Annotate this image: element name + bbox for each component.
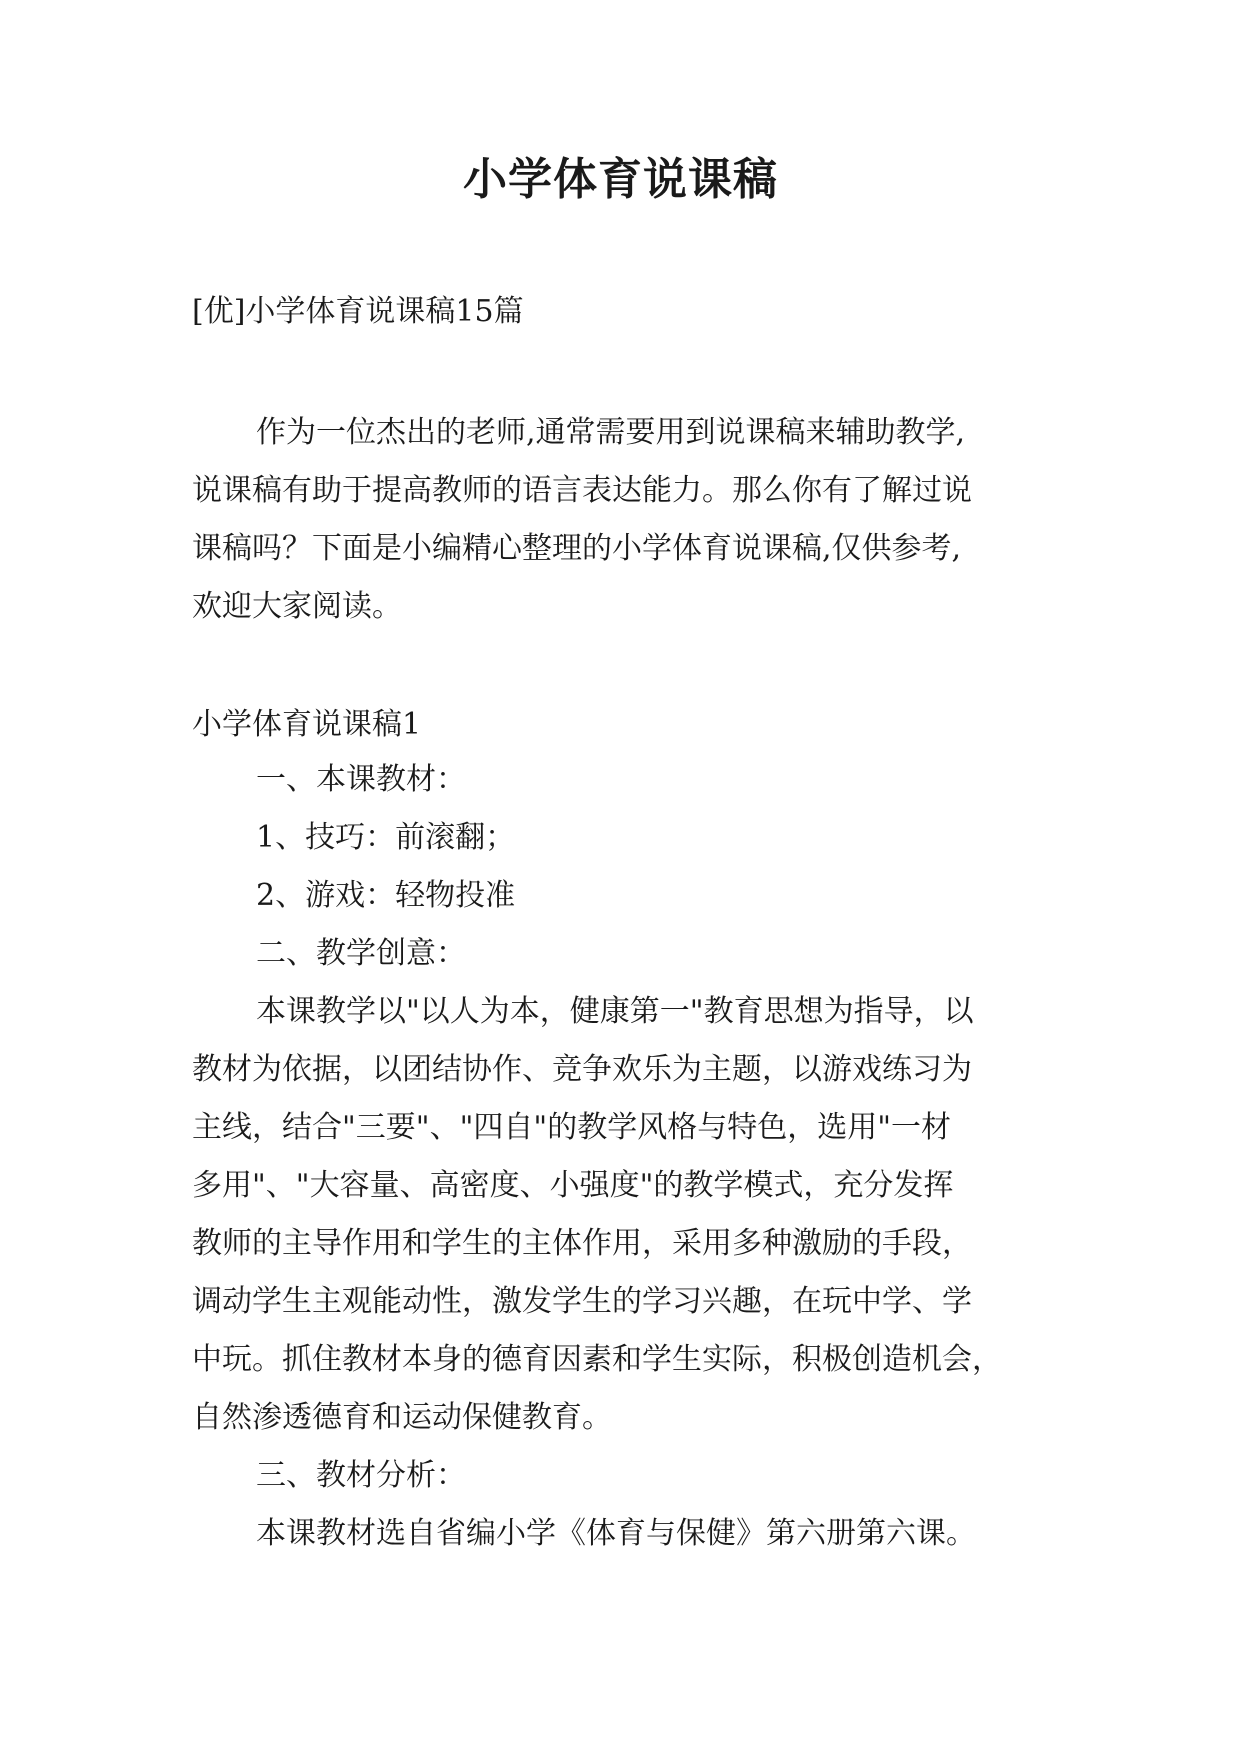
intro-line: 说课稿有助于提高教师的语言表达能力。那么你有了解过说 xyxy=(192,473,972,508)
intro-paragraph xyxy=(192,404,1052,636)
document-subtitle: [优]小学体育说课稿15篇 xyxy=(192,294,524,329)
paragraph-line: 调动学生主观能动性，激发学生的学习兴趣，在玩中学、学 xyxy=(192,1284,972,1319)
intro-line: 作为一位杰出的老师,通常需要用到说课稿来辅助教学, xyxy=(256,415,966,450)
outline-list xyxy=(192,751,1052,983)
outline-item: 1、技巧：前滚翻； xyxy=(256,820,516,855)
intro-line: 欢迎大家阅读。 xyxy=(192,589,402,624)
outline-item: 一、本课教材： xyxy=(256,762,466,797)
paragraph-line: 教材为依据，以团结协作、竞争欢乐为主题，以游戏练习为 xyxy=(192,1052,972,1087)
document-title: 小学体育说课稿 xyxy=(463,154,778,205)
analysis-text: 本课教材选自省编小学《体育与保健》第六册第六课。 xyxy=(256,1516,976,1551)
outline-item: 2、游戏：轻物投准 xyxy=(256,878,516,913)
analysis-heading: 三、教材分析： xyxy=(256,1458,466,1493)
paragraph-line: 自然渗透德育和运动保健教育。 xyxy=(192,1400,612,1435)
paragraph-line: 教师的主导作用和学生的主体作用，采用多种激励的手段， xyxy=(192,1226,972,1261)
section-heading: 小学体育说课稿1 xyxy=(192,707,422,742)
paragraph-line: 多用"、"大容量、高密度、小强度"的教学模式，充分发挥 xyxy=(192,1168,954,1203)
paragraph-line: 本课教学以"以人为本，健康第一"教育思想为指导，以 xyxy=(256,994,974,1029)
paragraph-line: 中玩。抓住教材本身的德育因素和学生实际，积极创造机会， xyxy=(192,1342,1002,1377)
analysis-section xyxy=(192,1447,1052,1563)
outline-item: 二、教学创意： xyxy=(256,936,466,971)
paragraph-line: 主线，结合"三要"、"四自"的教学风格与特色，选用"一材 xyxy=(192,1110,951,1145)
intro-line: 课稿吗？下面是小编精心整理的小学体育说课稿,仅供参考, xyxy=(192,531,962,566)
creative-paragraph xyxy=(192,983,1052,1447)
